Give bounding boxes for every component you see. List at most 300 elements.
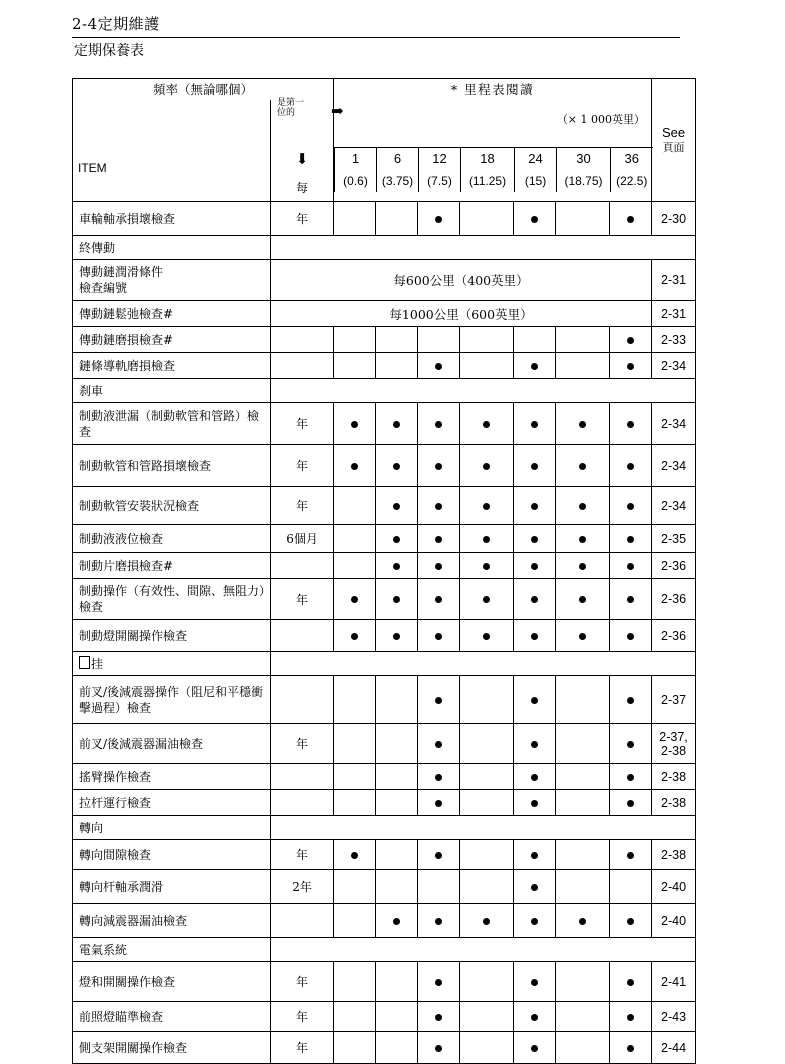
mileage-header-subtable xyxy=(334,147,653,192)
first-position-note xyxy=(277,98,304,118)
row-mileage-cell-12 xyxy=(418,202,460,236)
mileage-mi-1: (0.6) xyxy=(335,170,377,192)
row-mileage-cell-36 xyxy=(610,962,652,1002)
row-mileage-cell-12 xyxy=(418,724,460,764)
row-mileage-cell-6 xyxy=(376,676,418,724)
row-see-page: 2-34 xyxy=(652,403,696,445)
maintenance-schedule-table xyxy=(72,78,696,1064)
row-mileage-cell-1 xyxy=(334,579,376,620)
row-mileage-cell-36 xyxy=(610,353,652,379)
row-item-label: 車輪軸承損壞檢查 xyxy=(73,202,271,236)
mileage-mi-24: (15) xyxy=(515,170,557,192)
table-group-row xyxy=(73,816,696,840)
row-mileage-cell-6 xyxy=(376,840,418,870)
row-mileage-cell-24 xyxy=(514,525,556,553)
service-dot-icon xyxy=(579,633,586,640)
header-row-columns xyxy=(73,138,696,202)
table-row xyxy=(73,962,696,1002)
row-mileage-cell-6 xyxy=(376,870,418,904)
row-see-page: 2-38 xyxy=(652,790,696,816)
row-mileage-cell-24 xyxy=(514,1032,556,1064)
service-dot-icon xyxy=(627,337,634,344)
service-dot-icon xyxy=(627,463,634,470)
row-see-page: 2-36 xyxy=(652,620,696,652)
row-mileage-cell-1 xyxy=(334,724,376,764)
mileage-km-6: 6 xyxy=(377,148,419,171)
row-mileage-cell-36 xyxy=(610,525,652,553)
row-mileage-cell-36 xyxy=(610,487,652,525)
row-mileage-cell-1 xyxy=(334,790,376,816)
row-mileage-cell-30 xyxy=(556,724,610,764)
row-see-page: 2-34 xyxy=(652,445,696,487)
row-mileage-cell-1 xyxy=(334,962,376,1002)
table-row xyxy=(73,579,696,620)
mileage-km-18: 18 xyxy=(461,148,515,171)
see-page-header xyxy=(652,79,696,202)
row-see-page: 2-44 xyxy=(652,1032,696,1064)
service-dot-icon xyxy=(627,979,634,986)
group-heading: 挂 xyxy=(73,652,271,676)
table-row xyxy=(73,553,696,579)
first-position-line2: 位的 xyxy=(277,108,296,118)
row-item-label: 制動液液位檢查 xyxy=(73,525,271,553)
row-see-page: 2-40 xyxy=(652,904,696,938)
row-mileage-cell-6 xyxy=(376,904,418,938)
table-row xyxy=(73,1032,696,1064)
service-dot-icon xyxy=(579,596,586,603)
mileage-mi-36: (22.5) xyxy=(611,170,653,192)
row-mileage-cell-24 xyxy=(514,764,556,790)
row-mileage-cell-6 xyxy=(376,445,418,487)
service-dot-icon xyxy=(627,563,634,570)
row-mileage-cell-18 xyxy=(460,487,514,525)
row-interval-note: 每600公里（400英里） xyxy=(271,260,652,301)
row-frequency: 年 xyxy=(271,487,334,525)
row-mileage-cell-1 xyxy=(334,525,376,553)
table-header xyxy=(73,79,696,202)
service-dot-icon xyxy=(483,463,490,470)
row-see-page: 2-38 xyxy=(652,840,696,870)
service-dot-icon xyxy=(435,633,442,640)
row-item-label: 制動操作（有效性、間隙、無阻力）檢查 xyxy=(73,579,271,620)
row-mileage-cell-6 xyxy=(376,962,418,1002)
row-mileage-cell-1 xyxy=(334,353,376,379)
row-see-page: 2-41 xyxy=(652,962,696,1002)
group-row-filler xyxy=(271,652,696,676)
service-dot-icon xyxy=(351,852,358,859)
mileage-km-36: 36 xyxy=(611,148,653,171)
service-dot-icon xyxy=(435,697,442,704)
row-mileage-cell-12 xyxy=(418,445,460,487)
row-mileage-cell-24 xyxy=(514,724,556,764)
service-dot-icon xyxy=(627,852,634,859)
row-mileage-cell-18 xyxy=(460,445,514,487)
service-dot-icon xyxy=(531,979,538,986)
row-mileage-cell-1 xyxy=(334,840,376,870)
row-see-page: 2-40 xyxy=(652,870,696,904)
row-frequency: 年 xyxy=(271,445,334,487)
see-label-en: See xyxy=(661,125,686,140)
odometer-unit: （× 1 000英里） xyxy=(334,100,652,138)
group-row-filler xyxy=(271,938,696,962)
row-mileage-cell-6 xyxy=(376,764,418,790)
row-mileage-cell-24 xyxy=(514,553,556,579)
service-dot-icon xyxy=(627,216,634,223)
row-mileage-cell-18 xyxy=(460,553,514,579)
service-dot-icon xyxy=(627,800,634,807)
group-row-filler xyxy=(271,236,696,260)
row-mileage-cell-36 xyxy=(610,790,652,816)
row-mileage-cell-1 xyxy=(334,327,376,353)
row-item-label: 傳動鏈鬆弛檢查# xyxy=(73,301,271,327)
row-item-label: 制動燈開關操作檢查 xyxy=(73,620,271,652)
row-mileage-cell-36 xyxy=(610,620,652,652)
service-dot-icon xyxy=(435,918,442,925)
service-dot-icon xyxy=(579,421,586,428)
row-mileage-cell-18 xyxy=(460,1032,514,1064)
service-dot-icon xyxy=(531,536,538,543)
row-item-label: 制動液泄漏（制動軟管和管路）檢查 xyxy=(73,403,271,445)
row-item-label: 轉向杆軸承潤滑 xyxy=(73,870,271,904)
row-mileage-cell-36 xyxy=(610,202,652,236)
row-mileage-cell-36 xyxy=(610,327,652,353)
service-dot-icon xyxy=(627,774,634,781)
row-item-label: 轉向減震器漏油檢查 xyxy=(73,904,271,938)
table-row xyxy=(73,327,696,353)
row-item-label: 前照燈瞄準檢查 xyxy=(73,1002,271,1032)
service-dot-icon xyxy=(627,503,634,510)
row-frequency xyxy=(271,790,334,816)
service-dot-icon xyxy=(435,596,442,603)
mileage-mi-18: (11.25) xyxy=(461,170,515,192)
row-mileage-cell-12 xyxy=(418,676,460,724)
row-mileage-cell-1 xyxy=(334,1032,376,1064)
row-mileage-cell-30 xyxy=(556,676,610,724)
table-row xyxy=(73,904,696,938)
table-row xyxy=(73,620,696,652)
row-mileage-cell-36 xyxy=(610,724,652,764)
row-mileage-cell-18 xyxy=(460,904,514,938)
row-mileage-cell-12 xyxy=(418,1032,460,1064)
service-dot-icon xyxy=(435,741,442,748)
row-mileage-cell-36 xyxy=(610,553,652,579)
row-mileage-cell-18 xyxy=(460,870,514,904)
row-mileage-cell-6 xyxy=(376,487,418,525)
row-frequency xyxy=(271,620,334,652)
mileage-km-12: 12 xyxy=(419,148,461,171)
row-mileage-cell-30 xyxy=(556,525,610,553)
row-mileage-cell-18 xyxy=(460,724,514,764)
frequency-title: 頻率（無論哪個） xyxy=(73,79,334,101)
mileage-header-cells xyxy=(334,138,652,202)
service-dot-icon xyxy=(435,216,442,223)
row-mileage-cell-18 xyxy=(460,764,514,790)
frequency-column-header xyxy=(271,98,344,202)
service-dot-icon xyxy=(579,536,586,543)
item-column-header: ITEM xyxy=(73,138,271,202)
row-mileage-cell-12 xyxy=(418,525,460,553)
row-mileage-cell-24 xyxy=(514,445,556,487)
header-row-titles xyxy=(73,79,696,101)
row-mileage-cell-24 xyxy=(514,962,556,1002)
row-mileage-cell-24 xyxy=(514,202,556,236)
row-item-label: 制動軟管和管路損壞檢查 xyxy=(73,445,271,487)
row-see-page: 2-36 xyxy=(652,553,696,579)
row-see-page: 2-34 xyxy=(652,487,696,525)
row-mileage-cell-12 xyxy=(418,764,460,790)
row-mileage-cell-36 xyxy=(610,764,652,790)
row-item-label: 傳動鏈磨損檢查# xyxy=(73,327,271,353)
row-mileage-cell-6 xyxy=(376,724,418,764)
row-mileage-cell-36 xyxy=(610,403,652,445)
row-mileage-cell-12 xyxy=(418,487,460,525)
service-dot-icon xyxy=(393,503,400,510)
section-title: 定期保養表 xyxy=(74,43,144,59)
table-group-row xyxy=(73,379,696,403)
table-row xyxy=(73,202,696,236)
service-dot-icon xyxy=(393,596,400,603)
table-row xyxy=(73,790,696,816)
service-dot-icon xyxy=(393,563,400,570)
row-mileage-cell-30 xyxy=(556,445,610,487)
mileage-km-30: 30 xyxy=(557,148,611,171)
mileage-km-1: 1 xyxy=(335,148,377,171)
row-item-label: 制動軟管安裝狀況檢查 xyxy=(73,487,271,525)
service-dot-icon xyxy=(531,633,538,640)
table-group-row xyxy=(73,938,696,962)
row-mileage-cell-24 xyxy=(514,790,556,816)
table-row xyxy=(73,525,696,553)
first-position-line1: 是第一 xyxy=(277,98,305,108)
service-dot-icon xyxy=(531,563,538,570)
row-see-page: 2-34 xyxy=(652,353,696,379)
service-dot-icon xyxy=(393,463,400,470)
row-frequency xyxy=(271,676,334,724)
row-mileage-cell-1 xyxy=(334,676,376,724)
header-row-unit xyxy=(73,100,696,138)
row-mileage-cell-24 xyxy=(514,620,556,652)
row-mileage-cell-24 xyxy=(514,353,556,379)
arrow-down-icon: ⬇ xyxy=(295,150,309,168)
row-mileage-cell-1 xyxy=(334,904,376,938)
row-mileage-cell-30 xyxy=(556,904,610,938)
row-mileage-cell-30 xyxy=(556,403,610,445)
row-mileage-cell-18 xyxy=(460,353,514,379)
table-row xyxy=(73,353,696,379)
chapter-title: 2-4定期維護 xyxy=(72,15,160,33)
service-dot-icon xyxy=(627,421,634,428)
row-frequency xyxy=(271,764,334,790)
service-dot-icon xyxy=(351,463,358,470)
missing-glyph-icon xyxy=(79,656,90,669)
service-dot-icon xyxy=(435,536,442,543)
row-mileage-cell-30 xyxy=(556,327,610,353)
row-see-page: 2-35 xyxy=(652,525,696,553)
row-mileage-cell-30 xyxy=(556,840,610,870)
row-mileage-cell-18 xyxy=(460,579,514,620)
row-mileage-cell-1 xyxy=(334,870,376,904)
service-dot-icon xyxy=(531,421,538,428)
service-dot-icon xyxy=(627,697,634,704)
table-row xyxy=(73,403,696,445)
row-mileage-cell-12 xyxy=(418,553,460,579)
row-frequency: 2年 xyxy=(271,870,334,904)
row-mileage-cell-1 xyxy=(334,445,376,487)
service-dot-icon xyxy=(435,563,442,570)
service-dot-icon xyxy=(579,463,586,470)
row-mileage-cell-30 xyxy=(556,790,610,816)
row-mileage-cell-6 xyxy=(376,1032,418,1064)
row-frequency: 年 xyxy=(271,840,334,870)
row-mileage-cell-1 xyxy=(334,620,376,652)
row-mileage-cell-30 xyxy=(556,353,610,379)
service-dot-icon xyxy=(627,918,634,925)
service-dot-icon xyxy=(627,633,634,640)
row-mileage-cell-18 xyxy=(460,525,514,553)
odometer-title: * 里程表閱讀 xyxy=(334,79,652,101)
group-row-filler xyxy=(271,379,696,403)
row-mileage-cell-30 xyxy=(556,1032,610,1064)
row-mileage-cell-30 xyxy=(556,487,610,525)
row-see-page: 2-37, 2-38 xyxy=(652,724,696,764)
row-frequency xyxy=(271,904,334,938)
row-mileage-cell-18 xyxy=(460,962,514,1002)
service-dot-icon xyxy=(483,596,490,603)
service-dot-icon xyxy=(531,918,538,925)
row-item-label: 轉向間隙檢查 xyxy=(73,840,271,870)
service-dot-icon xyxy=(435,800,442,807)
table-group-row xyxy=(73,236,696,260)
row-see-page: 2-38 xyxy=(652,764,696,790)
row-mileage-cell-18 xyxy=(460,840,514,870)
row-mileage-cell-30 xyxy=(556,870,610,904)
row-frequency: 年 xyxy=(271,579,334,620)
service-dot-icon xyxy=(531,774,538,781)
row-frequency: 年 xyxy=(271,202,334,236)
row-mileage-cell-12 xyxy=(418,579,460,620)
row-mileage-cell-12 xyxy=(418,840,460,870)
service-dot-icon xyxy=(627,1014,634,1021)
service-dot-icon xyxy=(393,633,400,640)
table-row xyxy=(73,445,696,487)
row-mileage-cell-36 xyxy=(610,870,652,904)
row-mileage-cell-12 xyxy=(418,904,460,938)
row-mileage-cell-24 xyxy=(514,403,556,445)
row-mileage-cell-24 xyxy=(514,487,556,525)
service-dot-icon xyxy=(531,216,538,223)
document-header xyxy=(72,14,680,65)
row-mileage-cell-24 xyxy=(514,579,556,620)
row-frequency: 年 xyxy=(271,962,334,1002)
mileage-km-24: 24 xyxy=(515,148,557,171)
service-dot-icon xyxy=(531,1045,538,1052)
group-heading: 轉向 xyxy=(73,816,271,840)
table-row xyxy=(73,764,696,790)
row-frequency: 6個月 xyxy=(271,525,334,553)
service-dot-icon xyxy=(627,363,634,370)
service-dot-icon xyxy=(483,633,490,640)
service-dot-icon xyxy=(435,421,442,428)
row-mileage-cell-18 xyxy=(460,327,514,353)
service-dot-icon xyxy=(435,1014,442,1021)
row-mileage-cell-30 xyxy=(556,553,610,579)
service-dot-icon xyxy=(351,596,358,603)
service-dot-icon xyxy=(393,918,400,925)
row-mileage-cell-6 xyxy=(376,403,418,445)
row-mileage-cell-1 xyxy=(334,764,376,790)
row-mileage-cell-1 xyxy=(334,403,376,445)
row-mileage-cell-12 xyxy=(418,403,460,445)
row-mileage-cell-12 xyxy=(418,327,460,353)
service-dot-icon xyxy=(531,800,538,807)
row-see-page: 2-30 xyxy=(652,202,696,236)
group-heading: 刹車 xyxy=(73,379,271,403)
row-see-page: 2-36 xyxy=(652,579,696,620)
service-dot-icon xyxy=(483,536,490,543)
mileage-mi-row xyxy=(335,170,653,192)
table-row xyxy=(73,260,696,301)
row-mileage-cell-24 xyxy=(514,676,556,724)
service-dot-icon xyxy=(435,852,442,859)
row-mileage-cell-36 xyxy=(610,676,652,724)
service-dot-icon xyxy=(531,596,538,603)
table-group-row xyxy=(73,652,696,676)
row-item-label: 搖臂操作檢查 xyxy=(73,764,271,790)
row-mileage-cell-1 xyxy=(334,202,376,236)
row-mileage-cell-24 xyxy=(514,904,556,938)
service-dot-icon xyxy=(627,741,634,748)
row-mileage-cell-6 xyxy=(376,202,418,236)
service-dot-icon xyxy=(393,536,400,543)
arrow-right-icon: ➡ xyxy=(331,102,344,120)
service-dot-icon xyxy=(627,536,634,543)
row-mileage-cell-36 xyxy=(610,1032,652,1064)
mileage-mi-12: (7.5) xyxy=(419,170,461,192)
row-item-label: 拉杆運行檢查 xyxy=(73,790,271,816)
service-dot-icon xyxy=(435,363,442,370)
service-dot-icon xyxy=(435,774,442,781)
row-interval-note: 每1000公里（600英里） xyxy=(271,301,652,327)
row-item-label: 制動片磨損檢查# xyxy=(73,553,271,579)
row-mileage-cell-18 xyxy=(460,202,514,236)
service-dot-icon xyxy=(351,633,358,640)
maintenance-schedule-table-wrap xyxy=(72,78,688,1064)
every-label: 每 xyxy=(296,181,309,195)
service-dot-icon xyxy=(483,563,490,570)
service-dot-icon xyxy=(579,503,586,510)
row-mileage-cell-30 xyxy=(556,202,610,236)
service-dot-icon xyxy=(531,503,538,510)
row-mileage-cell-24 xyxy=(514,327,556,353)
service-dot-icon xyxy=(531,1014,538,1021)
row-mileage-cell-12 xyxy=(418,620,460,652)
table-row xyxy=(73,487,696,525)
row-mileage-cell-36 xyxy=(610,840,652,870)
row-see-page: 2-31 xyxy=(652,260,696,301)
row-mileage-cell-30 xyxy=(556,620,610,652)
service-dot-icon xyxy=(435,503,442,510)
header-spacer-item xyxy=(73,100,271,138)
row-frequency xyxy=(271,353,334,379)
service-dot-icon xyxy=(531,363,538,370)
service-dot-icon xyxy=(579,563,586,570)
row-mileage-cell-1 xyxy=(334,553,376,579)
row-mileage-cell-30 xyxy=(556,579,610,620)
row-frequency xyxy=(271,327,334,353)
service-dot-icon xyxy=(531,852,538,859)
row-see-page: 2-37 xyxy=(652,676,696,724)
row-mileage-cell-6 xyxy=(376,525,418,553)
